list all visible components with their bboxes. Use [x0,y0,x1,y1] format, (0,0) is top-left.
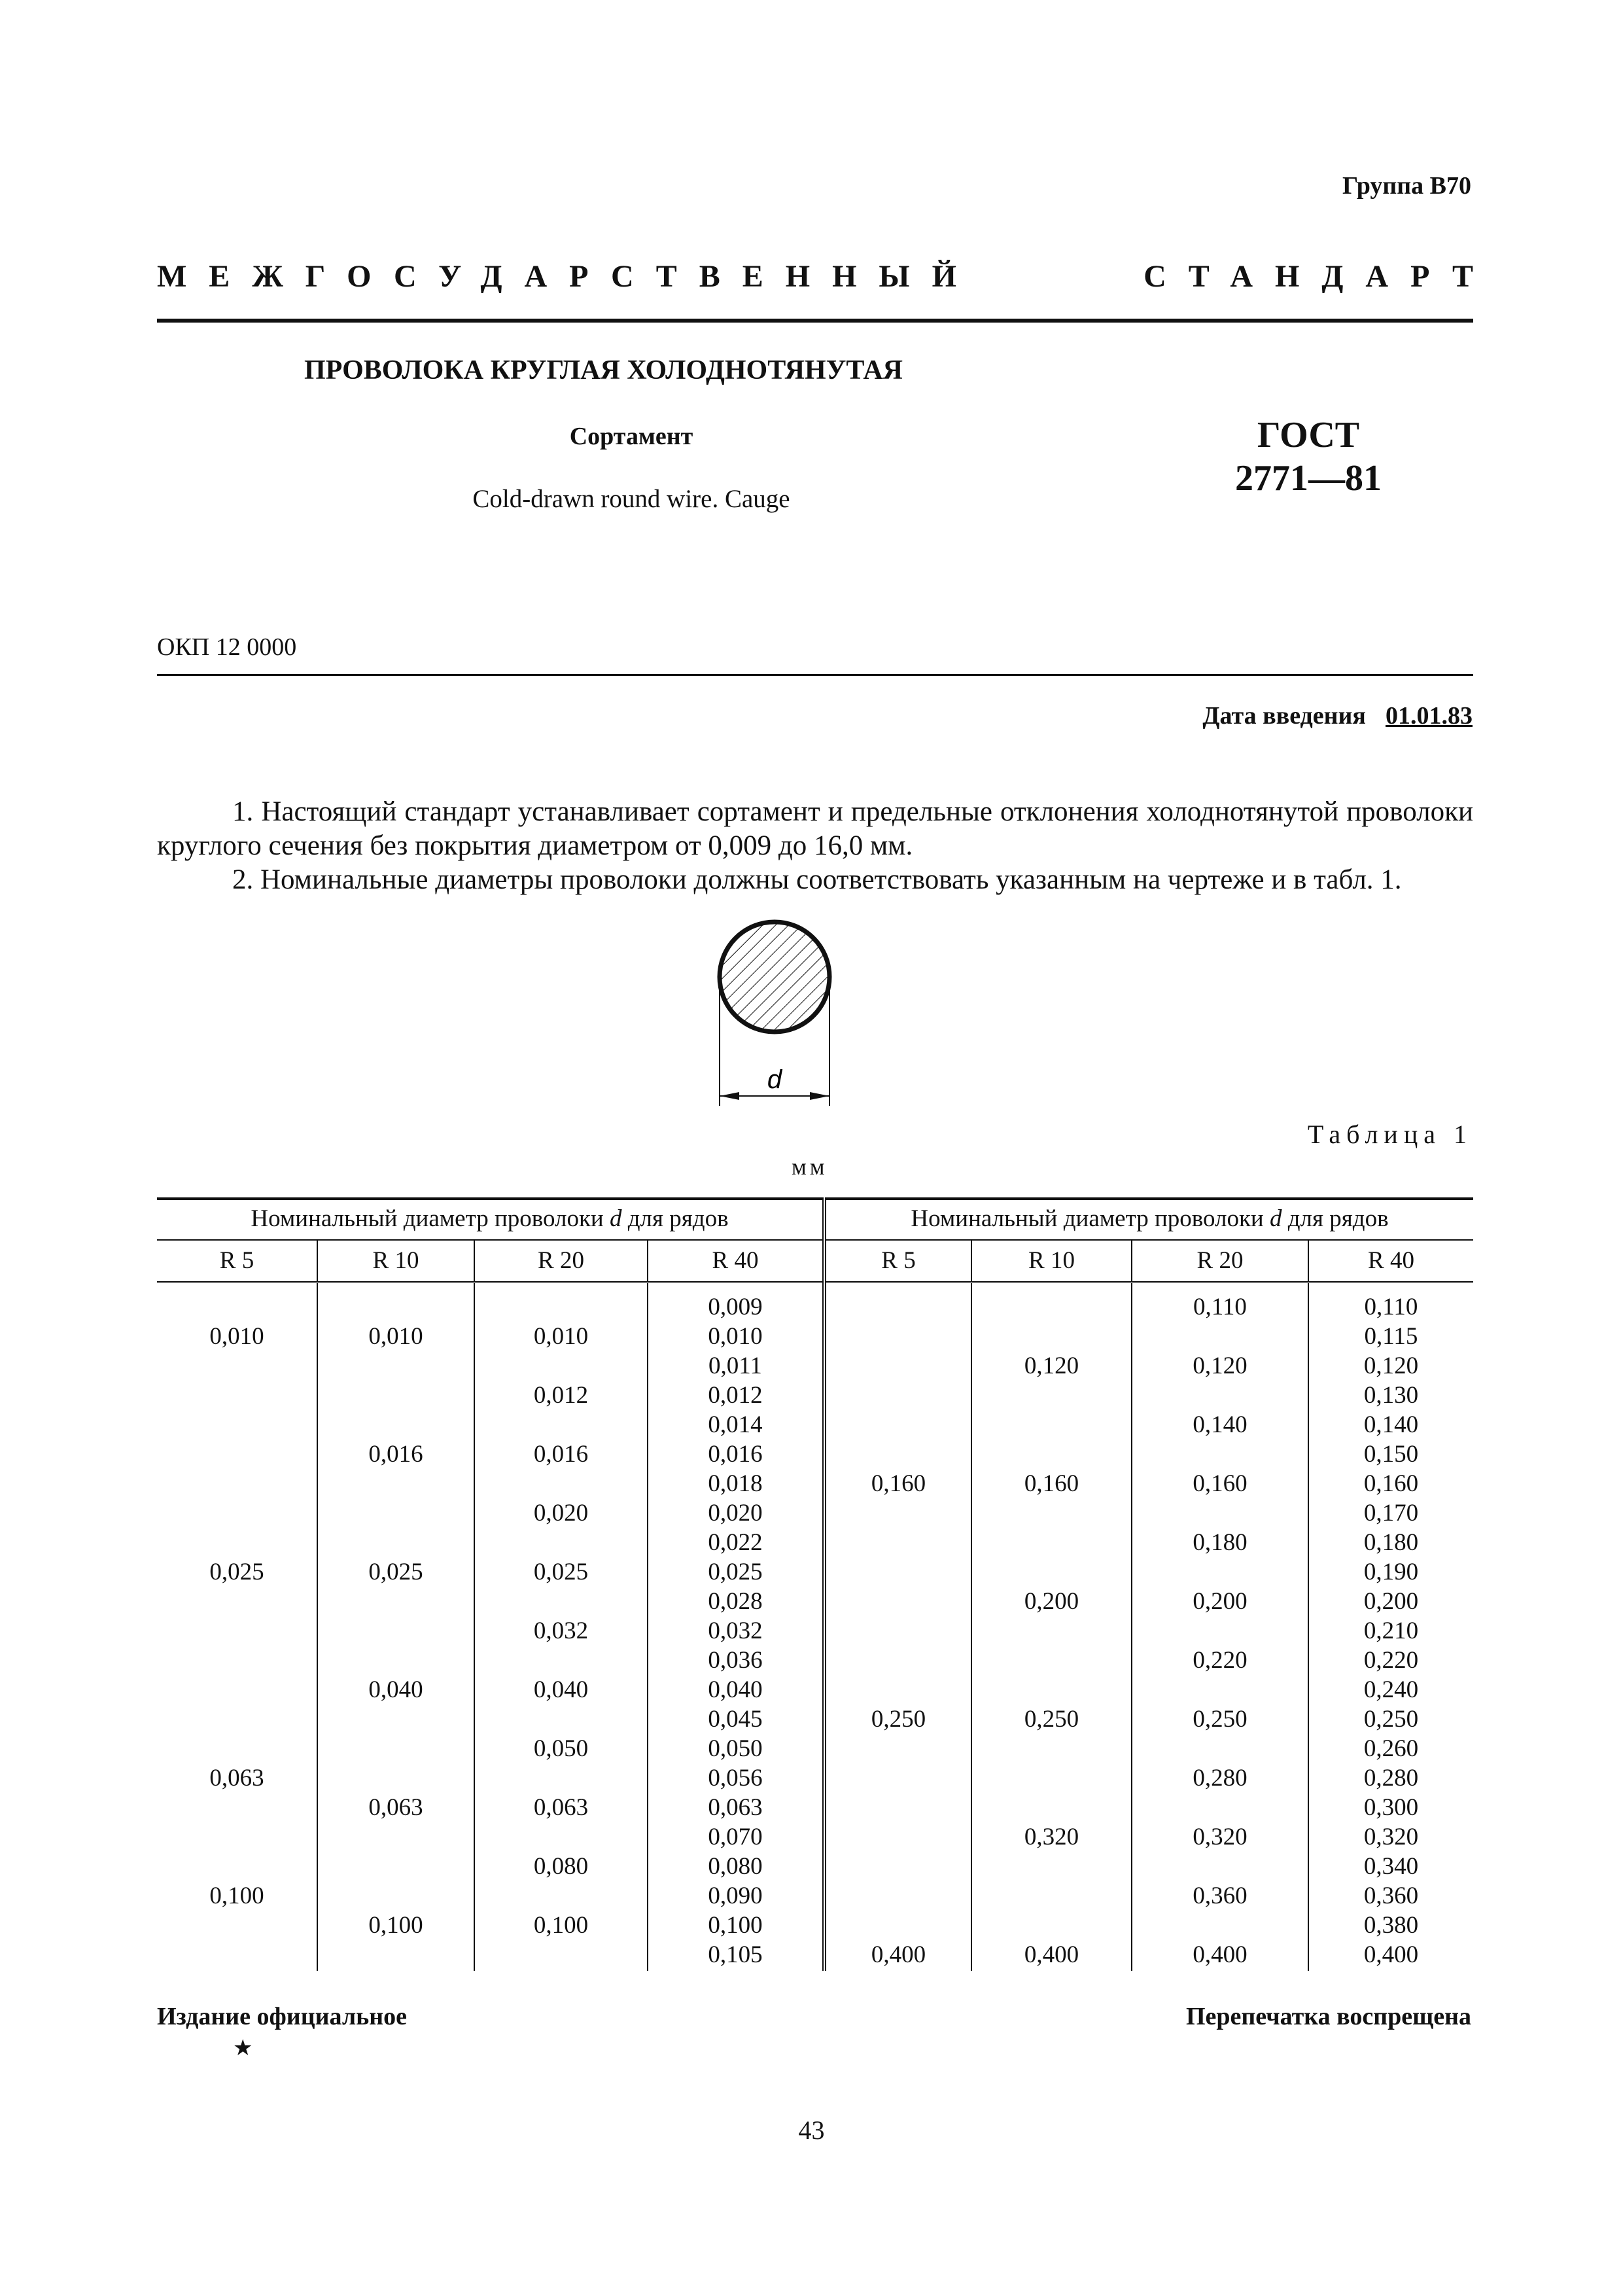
group-header-left [157,1199,824,1240]
body-text [157,795,1473,897]
standard-type-right: СТАНДАРТ [1143,259,1495,294]
okp-rule [157,674,1473,676]
dimension-arrow-right [810,1092,829,1100]
table-title: Таблица 1 [1307,1120,1473,1149]
date-value: 01.01.83 [1386,702,1473,730]
column-right-r40: 0,110 0,115 0,120 0,130 0,140 0,150 0,160 0,170 0,180 0,190 0,200 0,210 0,220 0,240 0,250 0,260 0,280 0,300 0,320 0,340 0,360 0,380 0,400 [1308,1282,1473,1971]
column-left-r40: 0,009 0,010 0,011 0,012 0,014 0,016 0,018 0,020 0,022 0,025 0,028 0,032 0,036 0,040 0,045 0,050 0,056 0,063 0,070 0,080 0,090 0,100 0,105 [648,1282,824,1971]
group-header-left-text: Номинальный диаметр проволоки d для рядов [251,1205,729,1232]
column-header: R 20 [1132,1240,1308,1282]
dimension-label: d [767,1065,782,1094]
dimension-arrow-left [720,1092,739,1100]
standard-type-left: МЕЖГОСУДАРСТВЕННЫЙ [157,259,979,294]
group-header-right-text: Номинальный диаметр проволоки d для рядов [911,1205,1389,1232]
paragraph-2: 2. Номинальные диаметры проволоки должны соответствовать указанным на чертеже и в табл. 1. [232,864,1402,895]
star-mark: ★ [233,2036,253,2060]
gost-number: 2771—81 [1235,458,1382,499]
okp-code: ОКП 12 0000 [157,633,297,661]
group-label: Группа В70 [1342,172,1471,200]
column-header: R 40 [648,1240,824,1282]
header-thick-rule [157,319,1473,323]
column-header: R 5 [157,1240,317,1282]
document-title-english: Cold-drawn round wire. Cauge [472,485,790,513]
gost-designation [1145,414,1472,500]
diameter-table [157,1197,1473,1971]
introduction-date [1202,701,1473,730]
footer-official-edition: Издание официальное [157,2003,408,2030]
wire-cross-section-figure [703,919,834,1109]
column-header: R 40 [1308,1240,1473,1282]
column-header: R 5 [824,1240,971,1282]
column-right-r20: 0,110 0,120 0,140 0,160 0,180 0,200 0,220 0,250 0,280 0,320 0,360 0,400 [1132,1282,1308,1971]
table-units: мм [792,1154,828,1180]
column-right-r5: 0,160 0,250 0,400 [824,1282,971,1971]
footer-reprint-prohibited: Перепечатка воспрещена [1185,2003,1471,2030]
paragraph-1: 1. Настоящий стандарт устанавливает сортамент и предельные отклонения холоднотянутой проволоки круглого сечения без покрытия диаметром от 0,009 до 16,0 мм. [157,796,1473,861]
column-left-r5: 0,010 0,025 0,063 0,100 [209,1323,264,1909]
column-header: R 10 [971,1240,1132,1282]
column-right-r10: 0,120 0,160 0,200 0,250 0,320 0,400 [971,1282,1132,1971]
date-label: Дата введения [1202,702,1366,730]
column-header: R 10 [317,1240,474,1282]
column-left-r20: 0,010 0,012 0,016 0,020 0,025 0,032 0,040 0,050 0,063 0,080 0,100 [474,1282,648,1971]
gost-line-1: ГОСТ [1257,415,1360,455]
column-left-r10: 0,010 0,016 0,025 0,040 0,063 0,100 [317,1282,474,1971]
column-header: R 20 [474,1240,648,1282]
document-subtitle: Сортамент [569,423,693,450]
page-number: 43 [798,2115,825,2145]
group-header-right [824,1199,1473,1240]
document-title: ПРОВОЛОКА КРУГЛАЯ ХОЛОДНОТЯНУТАЯ [304,355,903,385]
